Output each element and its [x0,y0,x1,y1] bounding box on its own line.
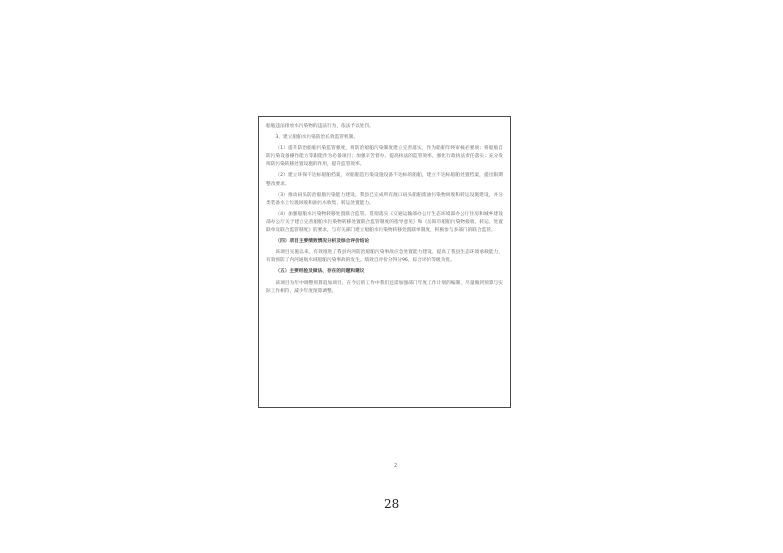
inner-page-number: 2 [394,463,398,469]
paragraph: 船舶违法排放水污染物的违法行为，依法予以处罚。 [266,124,374,129]
paragraph: （2）建立环保不达标船舶档案，对船舶造污染设施设备不达标的船舶，建立不达标船舶处置档案，提出限期整改要求。 [266,173,503,187]
paragraph: （1）提升防治船舶污染监管强度，将防治船舶污染制度建立完善落实，作为船舶年终审核必要项；将船舶自防污染设备操作能力等职能作为必备项目；加强辛苦督办，提高执法的监管效率，强化行政执法责任落实；充分发挥防污染转移处置设施的作用，提升监管效率。 [266,146,503,168]
section-heading: （四）项目主要绩效情况分析及综合评价结论 [275,239,370,245]
page-number: 28 [384,497,400,511]
paragraph: 该项目为年中调整预算追加项目，在今后的工作中我们还需加强部门年度工作计划的编制，尽量做到预算与实际工作相符，减少年度预算调整。 [266,280,503,294]
paragraph: （3）推动码头防治船舶污染能力建设。我县已完成所有渡口码头船舶废油污染物回收和转运设施建设，并分类装备水上垃圾回收和油污水收集、转运处置能力。 [266,192,503,206]
section-heading: （五）主要经验及做法、存在的问题和建议 [275,269,365,275]
paragraph: （4）加强船舶水污染物转移处置联合监管。贯彻落实《交通运输部办公厅生态环境部办公厅住房和城乡建设部办公厅关于建立完善船舶水污染物转移处置联合监管制度的指导意见》和《岳阳市船舶污染物接收、转运、处置联单及联合监管制度》的要求，与有关部门建立船舶水污染物转移处置联单制度，积极参与多部门的联合监管。 [266,211,503,234]
paragraph: 该项目实施以来，有效推进了我县内河防治船舶污染事故应急处置能力建设，提高了我县生态环境承载能力，有效预防了内河通航水域船舶污染事故的发生。绩效自评价分得分96，综合评价等级为优。 [266,250,503,264]
section-heading: 3、建立船舶水污染防治长效监管机制。 [275,135,359,141]
faint-header-text [258,73,380,85]
document-text-box [258,116,511,408]
